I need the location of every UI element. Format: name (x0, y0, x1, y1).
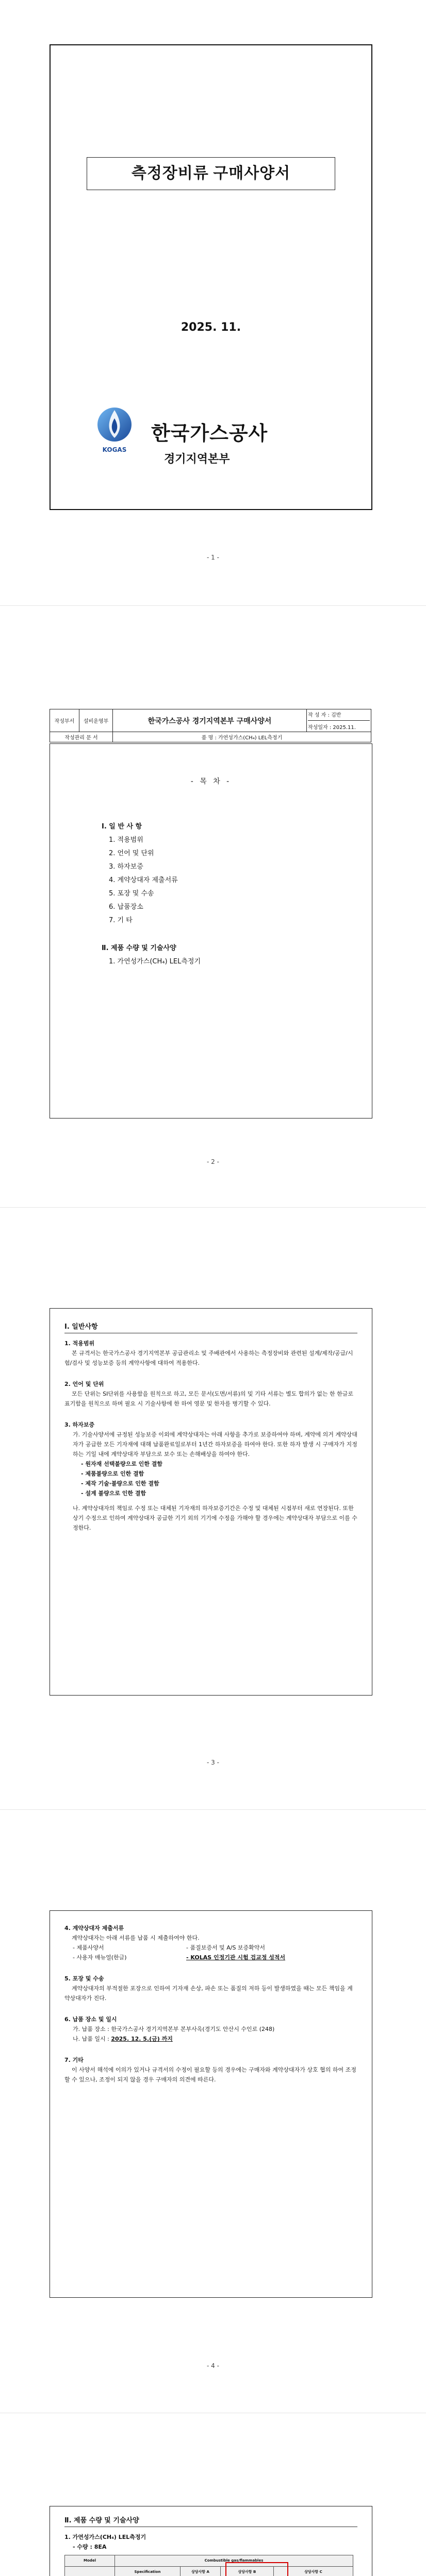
cover-frame (50, 44, 372, 510)
paragraph: 나. 계약상대자의 책임로 수정 또는 대체된 기자재의 하자보증기간은 수정 및 대체된 시점부터 새로 연장된다. 또한 상기 수정으로 인하여 계약상대자 공급한 기기 외의 기기에 수정을 가해야 할 경우에는 계약상대자 부담으로 이를 수정한다. (73, 1505, 357, 1531)
subsection-title: 1. 적용범위 (64, 1340, 95, 1347)
branch-name: 경기지역본부 (164, 453, 230, 466)
toc-title: - 목 차 - (190, 777, 232, 786)
kogas-logo-icon (92, 405, 137, 456)
toc-item: 4. 계약상대자 제출서류 (109, 876, 178, 884)
defect-item: - 제품불량으로 인한 결함 (81, 1470, 144, 1477)
paragraph: 계약상대자는 아래 서류를 납품 시 제출하여야 한다. (72, 1935, 200, 1941)
dept-value: 설비운영부 (79, 709, 113, 732)
subsection-title: 4. 계약상대자 제출서류 (64, 1925, 124, 1931)
doc-author: 작 성 자 : 김반 (308, 713, 341, 718)
doc-date: 작성일자 : 2025.11. (308, 720, 370, 731)
highlight-box (225, 2562, 288, 2576)
cover-date: 2025. 11. (181, 321, 241, 334)
subsection-title: 6. 납품 장소 및 일시 (64, 2016, 117, 2023)
delivery-place: 가. 납품 장소 : 한국가스공사 경기지역본부 본부사옥(경기도 안산시 수인로 (248) (73, 2026, 275, 2032)
paragraph: 가. 기술사양서에 규정된 성능보증 이외에 계약상대자는 아래 사항을 추가로 보증하여야 하며, 계약에 의거 계약상대자가 공급한 모든 기자재에 대해 납품완료일로부터 1년간 하자보증을 하여야 한다. 또한 하자 발생 시 구매자가 지정하는 기일 내에 계약상대자 부담으로 보수 또는 손해배상을 하여야 한다. (73, 1431, 357, 1458)
doc-item: - 품질보증서 및 A/S 보증확약서 (186, 1944, 266, 1951)
page-number: - 3 - (207, 1759, 219, 1766)
paragraph: 모든 단위는 SI단위를 사용함을 원칙으로 하고, 모든 문서(도면/서류)의 및 기타 서류는 별도 합의가 없는 한 한글로 표기함을 원칙으로 하며 필요 시 기술사항에 한 하여 영문 및 한자를 병기할 수 있다. (64, 1391, 354, 1407)
spec-col (65, 2567, 115, 2576)
subsection-title: 5. 포장 및 수송 (64, 1975, 104, 1982)
spec-table (64, 2555, 353, 2576)
toc-item: 2. 언어 및 단위 (109, 850, 154, 857)
page-toc (0, 606, 426, 1207)
org-name: 한국가스공사 (151, 422, 268, 445)
page-number: - 4 - (207, 2362, 219, 2369)
general-frame (50, 1308, 372, 1696)
toc-item: 6. 납품장소 (109, 903, 143, 911)
subsection-title: 7. 기타 (64, 2057, 84, 2063)
toc-section: Ⅰ. 일 반 사 항 (102, 823, 142, 831)
logo-text: KOGAS (102, 446, 127, 453)
paragraph: 본 규격서는 한국가스공사 경기지역본부 공급관리소 및 주배관에서 사용하는 측정장비와 관련된 설계/제작/공급/시험/검사 및 성능보증 등의 계약사항에 대하여 적용한다. (64, 1350, 353, 1366)
item-title: 1. 가연성가스(CH₄) LEL측정기 (64, 2534, 146, 2540)
doc-item: - 사용자 매뉴얼(한글) (73, 1954, 127, 1961)
defect-item: - 제작 기술·불량으로 인한 결함 (81, 1480, 159, 1487)
page-spec (0, 2413, 426, 2576)
header-title: 한국가스공사 경기지역본부 구매사양서 (113, 709, 307, 732)
delivery-date: 2025. 12. 5.(금) 까지 (111, 2036, 173, 2042)
spec-col: 상당사항 C (273, 2567, 353, 2576)
spec-col: Specification (115, 2567, 181, 2576)
defect-item: - 설계 불량으로 인한 결함 (81, 1490, 146, 1497)
paragraph: 이 사양서 해석에 이의가 있거나 규격서의 수정이 필요할 등의 경우에는 구매자와 계약상대자가 상호 협의 하여 조정할 수 있으나, 조정이 되지 않을 경우 구매자의 의견에 따른다. (64, 2066, 356, 2083)
doc-item: - 제품사양서 (73, 1944, 104, 1951)
spec-col: 상당사항 A (181, 2567, 221, 2576)
subsection-title: 3. 하자보증 (64, 1421, 95, 1428)
item-name: 품 명 : 가연성가스(CH₄) LEL측정기 (113, 732, 371, 742)
page-number: - 1 - (207, 554, 219, 561)
spec-table-wrap (64, 2555, 357, 2576)
page-cover (0, 0, 426, 605)
approval-label: 작성관리 문 서 (50, 732, 113, 742)
doc-item: - KOLAS 인정기관 시험 검교정 성적서 (186, 1954, 286, 1961)
spec-header: Model (65, 2555, 115, 2567)
cover-title: 측정장비류 구매사양서 (87, 157, 335, 190)
toc-item: 5. 포장 및 수송 (109, 890, 154, 897)
subsection-title: 2. 언어 및 단위 (64, 1381, 104, 1387)
defect-item: - 원자재 선택불량으로 인한 결함 (81, 1461, 163, 1467)
spec-frame (50, 2506, 372, 2576)
toc-item: 3. 하자보증 (109, 863, 143, 871)
section-title: Ⅰ. 일반사항 (64, 1323, 98, 1331)
toc-item: 7. 기 타 (109, 917, 133, 924)
paragraph: 계약상대자의 부적절한 포장으로 인하여 기자재 손상, 파손 또는 품질의 저하 등이 발생하였을 때는 모든 책임을 계약상대자가 진다. (64, 1985, 353, 2002)
toc-frame (50, 743, 372, 1118)
page-number: - 2 - (207, 1158, 219, 1165)
quantity: - 수량 : 8EA (73, 2544, 107, 2550)
spec-col: 상당사항 B (220, 2567, 273, 2576)
page-general (0, 1208, 426, 1809)
dept-label: 작성부서 (50, 709, 79, 732)
general-cont-frame (50, 1910, 372, 2298)
toc-section: Ⅱ. 제품 수량 및 기술사양 (102, 944, 176, 952)
delivery-date-label: 나. 납품 일시 : (73, 2036, 111, 2042)
toc-item: 1. 적용범위 (109, 836, 143, 844)
section-title: Ⅱ. 제품 수량 및 기술사양 (64, 2517, 139, 2524)
spec-header: Combustible gas/flammables (115, 2555, 353, 2567)
toc-list (102, 815, 201, 969)
toc-item: 1. 가연성가스(CH₄) LEL측정기 (109, 958, 201, 965)
page-general-cont (0, 1810, 426, 2413)
header-table (50, 709, 371, 742)
